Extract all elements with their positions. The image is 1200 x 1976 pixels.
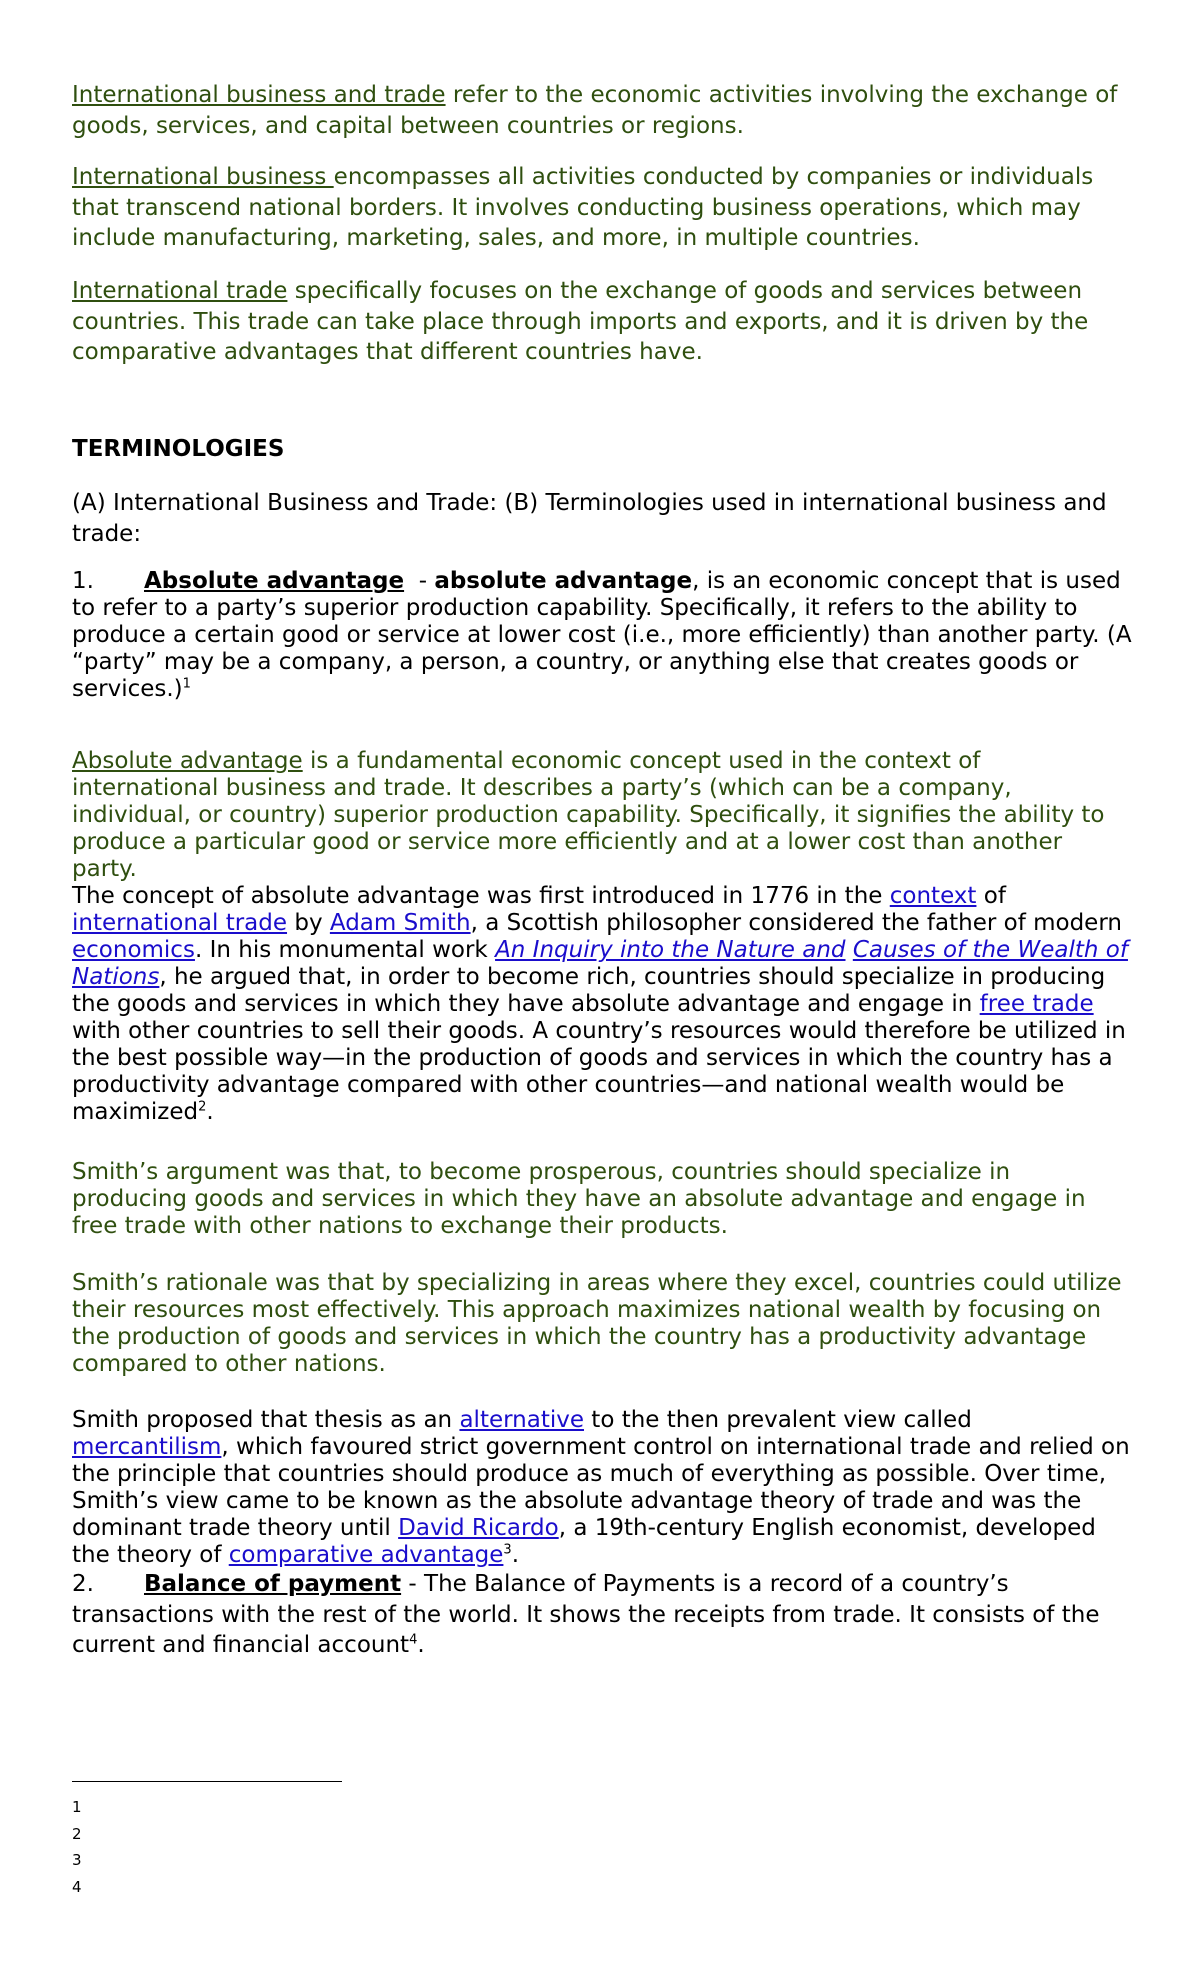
smith-text-6: , he argued that, in order to become rich, countries should specialize in producing the goods and services in which they have absolute advantage and engage in: [72, 964, 1106, 1017]
footnote-1: 1: [72, 1798, 82, 1816]
item-1-dash: -: [404, 568, 435, 594]
intro-paragraph-2: [72, 162, 1142, 254]
link-comparative-advantage[interactable]: comparative advantage: [228, 1542, 504, 1568]
item-2-text: - The Balance of Payments is a record of a country’s transactions with the rest of the world. It shows the receipts from trade. It consists of the current and financial account: [72, 1571, 1100, 1658]
smith-text-5: . In his monumental work: [194, 937, 496, 963]
merc-text-1: Smith proposed that thesis as an: [72, 1407, 460, 1433]
intro-paragraph-3-text: specifically focuses on the exchange of goods and services between countries. This trade can take place through imports and exports, and it is driven by the comparative advantages that different countries have.: [72, 278, 1089, 365]
absolute-advantage-summary: [72, 748, 1132, 883]
item-2-end: .: [417, 1632, 425, 1658]
smith-argument-summary: Smith’s argument was that, to become prosperous, countries should specialize in producing goods and services in which they have an absolute advantage and engage in free trade with other nations to exchange their products.: [72, 1159, 1086, 1239]
smith-text-1: The concept of absolute advantage was first introduced in 1776 in the: [72, 883, 890, 909]
smith-text-2: of: [976, 883, 1006, 909]
item-1-number: 1.: [72, 568, 94, 594]
smith-paragraph: [72, 883, 1132, 1126]
term-international-business-and-trade: International business and trade: [72, 82, 446, 108]
link-international-trade[interactable]: international trade: [72, 910, 288, 936]
intro-paragraph-1-text: refer to the economic activities involving the exchange of goods, services, and capital between countries or regions.: [72, 82, 1118, 139]
merc-text-5: .: [511, 1542, 520, 1568]
smith-text-7: with other countries to sell their goods. A country’s resources would therefore be utilized in the best possible way—in the production of goods and services in which the country has a productivity advantage compared with other countries—and national wealth would be maximized: [72, 1018, 1126, 1125]
footnote-ref-4[interactable]: 4: [409, 1632, 418, 1648]
item-2-term: Balance of payment: [144, 1571, 402, 1597]
section-subtitle: (A) International Business and Trade: (B) Terminologies used in international business and trade:: [72, 490, 1107, 547]
link-book-title-part-1[interactable]: An Inquiry into the Nature and: [495, 937, 846, 963]
link-free-trade[interactable]: free trade: [979, 991, 1094, 1017]
footnotes-list: [72, 1794, 82, 1901]
merc-text-3: , which favoured strict government control on international trade and relied on the principle that countries should produce as much of everything as possible. Over time, Smith’s view came to be known as the absolute advantage theory of trade and was the dominant trade theory until: [72, 1434, 1130, 1541]
item-balance-of-payment: [72, 1569, 1132, 1661]
item-absolute-advantage: [72, 568, 1132, 703]
smith-text-3: by: [287, 910, 330, 936]
footnote-ref-3[interactable]: 3: [503, 1542, 512, 1558]
merc-text-2: to the then prevalent view called: [584, 1407, 972, 1433]
footnote-2: 2: [72, 1824, 82, 1843]
link-adam-smith[interactable]: Adam Smith: [329, 910, 471, 936]
link-alternative[interactable]: alternative: [459, 1407, 584, 1433]
footnote-ref-2[interactable]: 2: [198, 1099, 207, 1115]
link-mercantilism[interactable]: mercantilism: [72, 1434, 222, 1460]
link-david-ricardo[interactable]: David Ricardo: [398, 1515, 559, 1541]
term-international-business: International business: [72, 164, 334, 190]
link-economics[interactable]: economics: [72, 937, 195, 963]
term-international-trade: International trade: [72, 278, 288, 304]
footnote-4: 4: [72, 1878, 82, 1897]
item-2-number: 2.: [72, 1571, 94, 1597]
intro-paragraph-2-text: encompasses all activities conducted by companies or individuals that transcend national borders. It involves conducting business operations, which may include manufacturing, marketing, sales, and more, in multiple countries.: [72, 164, 1094, 251]
smith-rationale-summary: Smith’s rationale was that by specializing in areas where they excel, countries could utilize their resources most effectively. This approach maximizes national wealth by focusing on the production of goods and services in which the country has a productivity advantage compared to other nations.: [72, 1270, 1122, 1377]
term-absolute-advantage: Absolute advantage: [72, 748, 303, 774]
intro-paragraph-1: [72, 80, 1142, 141]
footnote-separator: [72, 1781, 342, 1782]
smith-text-4: , a Scottish philosopher considered the father of modern: [470, 910, 1122, 936]
section-heading: TERMINOLOGIES: [72, 436, 285, 462]
absolute-advantage-summary-text: is a fundamental economic concept used in the context of international business and trade. It describes a party’s (which can be a company, individual, or country) superior production capability. Specifically, it signifies the ability to produce a particular good or service more efficiently and at a lower cost than another party.: [72, 748, 1105, 882]
item-1-term: Absolute advantage: [144, 568, 405, 594]
smith-text-5b: [846, 937, 853, 963]
link-context[interactable]: context: [889, 883, 977, 909]
footnote-3: 3: [72, 1851, 82, 1870]
item-1-text: , is an economic concept that is used to refer to a party’s superior production capability. Specifically, it refers to the ability to produce a certain good or service at lower cost (i.e., more efficiently) than another party. (A “party” may be a company, a person, a country, or anything else that creates goods or services.): [72, 568, 1132, 702]
item-1-bold-term: absolute advantage: [434, 568, 693, 594]
merc-text-4: , a 19th-century English economist, developed the theory of: [72, 1515, 1096, 1568]
intro-paragraph-3: [72, 276, 1142, 368]
link-book-title-part-2[interactable]: Causes of the Wealth of Nations: [72, 937, 1128, 990]
smith-text-8: .: [206, 1099, 214, 1125]
footnote-ref-1[interactable]: 1: [182, 676, 191, 692]
mercantilism-paragraph: [72, 1407, 1132, 1569]
